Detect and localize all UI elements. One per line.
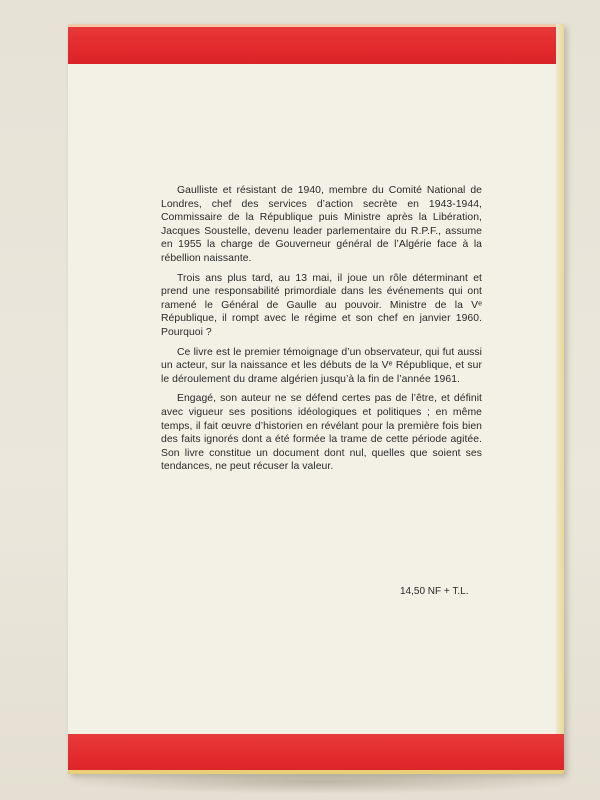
blurb-paragraph-2: Trois ans plus tard, au 13 mai, il joue un rôle déterminant et prend une responsabilité primordiale dans les événements qui ont ramené le Général de Gaulle au pouvoir. Ministre de la Vᵉ République, il rompt avec le régime et son chef en janvier 1960. Pourquoi ? [161, 272, 482, 338]
page-edge [556, 24, 564, 774]
top-red-band [68, 24, 564, 64]
blurb-paragraph-4: Engagé, son auteur ne se défend certes pas de l’être, et définit avec vigueur ses positions idéologiques et politiques ; en même temps, il fait œuvre d’historien en révélant pour la première fois bien des faits ignorés dont a été formée la trame de cette période agitée. Son livre constitue un document dont nul, quelles que soient ses tendances, ne peut récuser la valeur. [161, 393, 482, 473]
price-label: 14,50 NF + T.L. [400, 586, 469, 597]
bottom-band-edge [68, 770, 564, 774]
bottom-red-band [68, 734, 564, 774]
blurb-paragraph-1: Gaulliste et résistant de 1940, membre du Comité National de Londres, chef des services d’action secrète en 1943-1944, Commissaire de la République puis Ministre après la Libération, Jacques Soustelle, devenu leader parlementaire du R.P.F., assume en 1955 la charge de Gouverneur général de l’Algérie face à la rébellion naissante. [161, 185, 482, 264]
blurb-paragraph-3: Ce livre est le premier témoignage d’un observateur, qui fut aussi un acteur, sur la naissance et les débuts de la Vᵉ République, et sur le déroulement du drame algérien jusqu’à la fin de l’année 1961. [161, 346, 482, 385]
blurb-text [161, 184, 482, 480]
top-band-edge [68, 24, 564, 27]
